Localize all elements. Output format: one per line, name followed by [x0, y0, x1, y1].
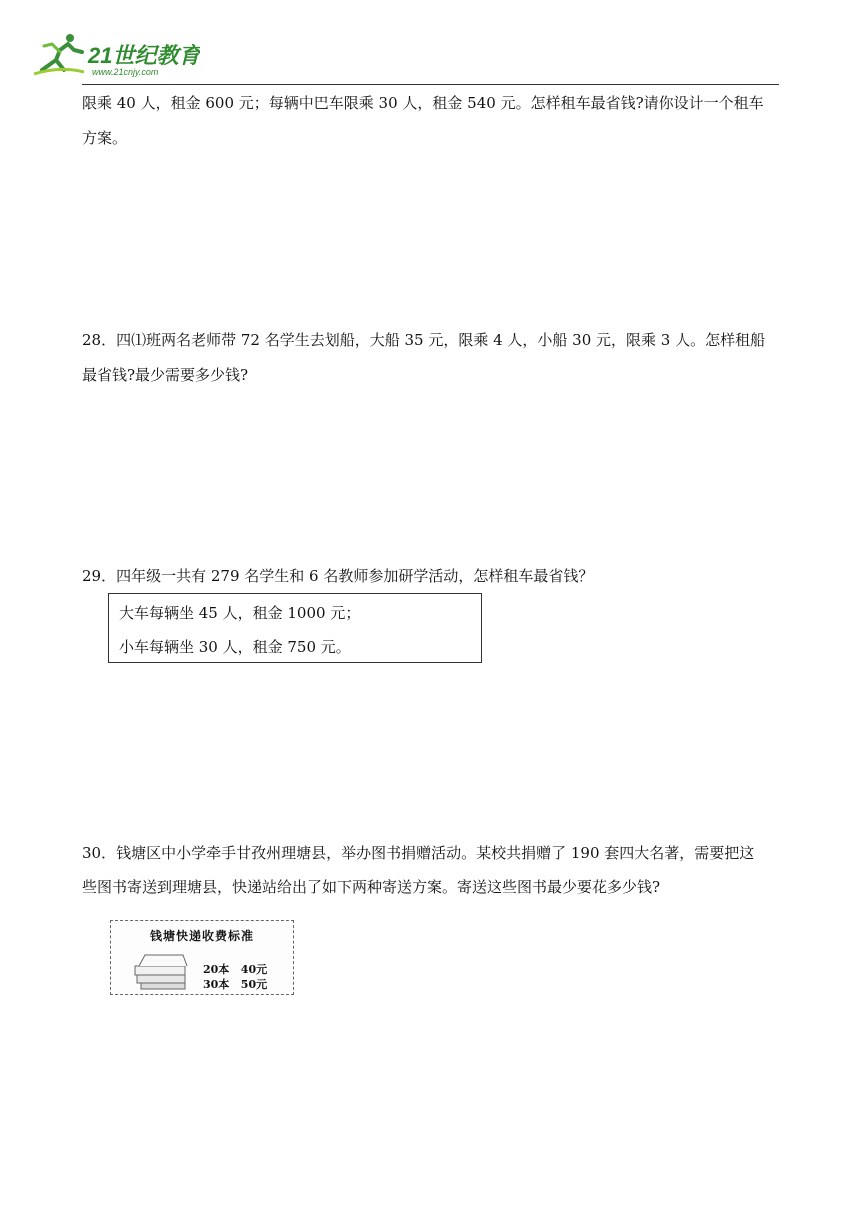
q29-box-line2: 小车每辆坐 30 人，租金 750 元。	[119, 638, 351, 656]
logo	[30, 30, 200, 80]
logo-url: www.21cnjy.com	[92, 67, 159, 77]
q30-line1: 30．钱塘区中小学牵手甘孜州理塘县，举办图书捐赠活动。某校共捐赠了 190 套四大名著，需要把这	[82, 844, 755, 862]
q28-line2: 最省钱?最少需要多少钱?	[82, 366, 249, 384]
runner-icon	[34, 34, 84, 74]
logo-text: 21世纪教育	[88, 43, 200, 68]
fee-standard-card	[110, 920, 294, 995]
fee-row-30: 30本 50元	[203, 978, 268, 991]
header-divider	[82, 84, 779, 85]
q27-line2: 方案。	[82, 129, 128, 147]
q27-line1: 限乘 40 人，租金 600 元；每辆中巴车限乘 30 人，租金 540 元。怎样租车最省钱?请你设计一个租车	[82, 94, 764, 112]
q29-line1: 29．四年级一共有 279 名学生和 6 名教师参加研学活动，怎样租车最省钱？	[82, 567, 594, 585]
q29-info-box	[108, 593, 482, 663]
fee-title: 钱塘快递收费标准	[149, 929, 254, 943]
q30-line2: 些图书寄送到理塘县，快递站给出了如下两种寄送方案。寄送这些图书最少要花多少钱?	[82, 878, 661, 896]
q29-box-line1: 大车每辆坐 45 人，租金 1000 元；	[119, 604, 361, 622]
fee-row-20: 20本 40元	[203, 963, 268, 976]
q28-line1: 28．四⑴班两名老师带 72 名学生去划船，大船 35 元，限乘 4 人，小船 30 元，限乘 3 人。怎样租船	[82, 331, 766, 349]
books-icon	[131, 949, 191, 991]
